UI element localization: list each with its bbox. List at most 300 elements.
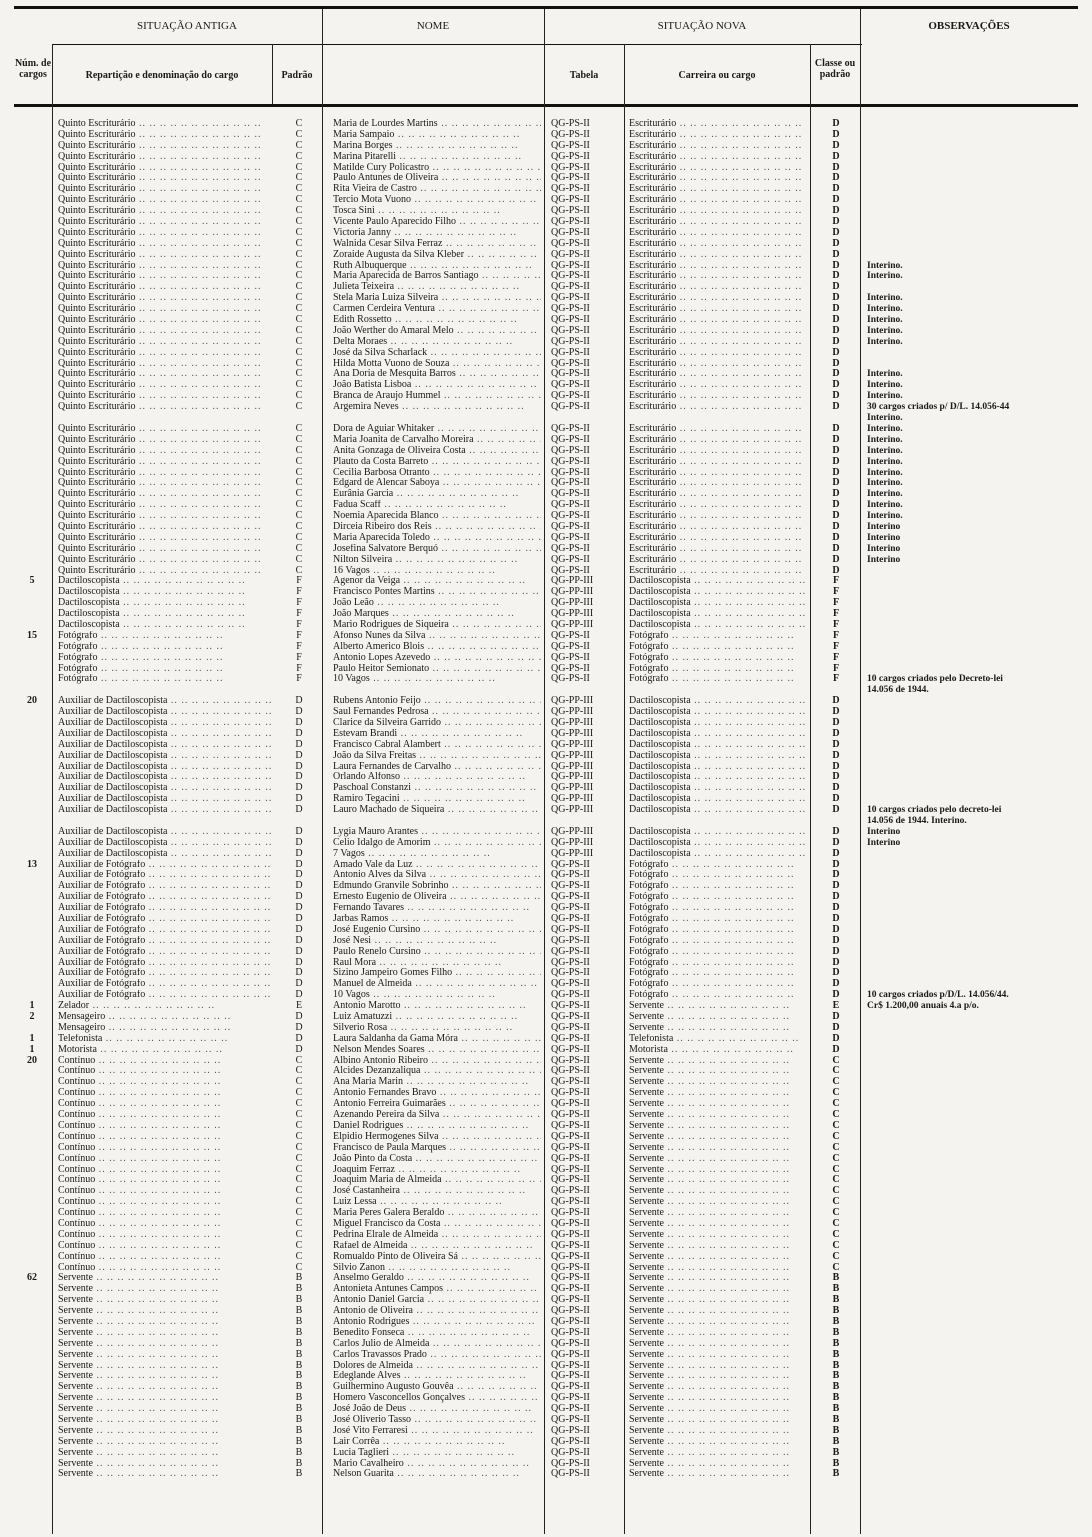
cell-tabela: QG-PS-II [551,554,590,565]
cell-reparticao: Contínuo .. .. [58,1143,276,1154]
cell-padrao: D [295,805,303,816]
cell-observacoes: Interino. [867,304,903,315]
cell-padrao: D [295,990,303,1001]
cell-classe: D [832,151,840,162]
cell-tabela: QG-PS-II [551,1458,590,1469]
cell-observacoes: 14.056 de 1944. Interino. [867,816,967,826]
cell-tabela: QG-PP-III [551,707,594,718]
table-row [0,163,1092,174]
cell-reparticao: Servente .. .. [58,1317,276,1328]
table-row [0,359,1092,370]
cell-tabela: QG-PS-II [551,325,590,336]
cell-classe: F [832,630,840,641]
cell-tabela: QG-PS-II [551,1360,590,1371]
cell-reparticao: Servente .. .. [58,1448,276,1459]
cell-tabela: QG-PS-II [551,478,590,489]
cell-num-cargos: 15 [27,630,37,641]
cell-reparticao: Quinto Escriturário .. .. [58,228,276,239]
cell-carreira: Escriturário .. .. [629,119,809,130]
cell-classe: C [832,1240,840,1251]
cell-nome: Cecilia Barbosa Otranto .. .. [333,468,541,479]
cell-padrao: B [295,1360,303,1371]
cell-tabela: QG-PS-II [551,1284,590,1295]
cell-reparticao: Contínuo .. .. [58,1263,276,1274]
cell-nome: Agenor da Veiga .. .. [333,576,541,587]
cell-reparticao: Auxiliar de Fotógrafo .. .. [58,914,276,925]
cell-classe: D [832,380,840,391]
cell-reparticao: Contínuo .. .. [58,1088,276,1099]
cell-tabela: QG-PP-III [551,619,594,630]
table-row [0,762,1092,773]
cell-carreira: Dactiloscopista .. .. [629,587,809,598]
cell-carreira: Servente .. .. [629,1404,809,1415]
cell-tabela: QG-PS-II [551,946,590,957]
cell-carreira: Dactiloscopista .. .. [629,849,809,860]
cell-classe: C [832,1208,840,1219]
cell-nome: Julieta Teixeira .. .. [333,282,541,293]
table-row [0,173,1092,184]
cell-reparticao: Contínuo .. .. [58,1066,276,1077]
cell-nome: Matilde Cury Policastro .. .. [333,163,541,174]
cell-reparticao: Quinto Escriturário .. .. [58,478,276,489]
table-row [0,685,1092,696]
cell-carreira: Escriturário .. .. [629,533,809,544]
cell-reparticao: Servente .. .. [58,1371,276,1382]
cell-nome: Antonio Daniel Garcia .. .. [333,1295,541,1306]
cell-nome: Ernesto Eugenio de Oliveira .. .. [333,892,541,903]
cell-padrao: F [296,663,302,674]
cell-observacoes: Interino. [867,293,903,304]
table-row [0,881,1092,892]
cell-reparticao: Quinto Escriturário .. .. [58,380,276,391]
cell-padrao: C [295,249,303,260]
cell-tabela: QG-PP-III [551,848,594,859]
cell-classe: D [832,805,840,816]
cell-classe: D [832,282,840,293]
cell-padrao: C [295,1088,303,1099]
cell-carreira: Escriturário .. .. [629,511,809,522]
cell-tabela: QG-PS-II [551,968,590,979]
table-row [0,794,1092,805]
cell-tabela: QG-PS-II [551,1349,590,1360]
cell-carreira: Servente .. .. [629,1165,809,1176]
cell-nome: José João de Deus .. .. [333,1404,541,1415]
cell-padrao: C [295,434,303,445]
cell-reparticao: Auxiliar de Dactiloscopista .. .. [58,718,276,729]
cell-carreira: Escriturário .. .. [629,555,809,566]
cell-tabela: QG-PS-II [551,260,590,271]
cell-reparticao: Quinto Escriturário .. .. [58,315,276,326]
cell-tabela: QG-PS-II [551,935,590,946]
cell-reparticao: Contínuo .. .. [58,1208,276,1219]
cell-tabela: QG-PS-II [551,380,590,391]
cell-carreira: Servente .. .. [629,1219,809,1230]
cell-nome: Maria Aparecida de Barros Santiago .. .. [333,271,541,282]
cell-nome: Zoraide Augusta da Silva Kleber .. .. [333,250,541,261]
cell-classe: B [832,1382,840,1393]
cell-padrao: C [295,554,303,565]
cell-observacoes: Interino. [867,325,903,336]
cell-observacoes: Interino. [867,369,903,380]
cell-padrao: C [295,1262,303,1273]
cell-carreira: Servente .. .. [629,1284,809,1295]
cell-nome: Antonio Fernandes Bravo .. .. [333,1088,541,1099]
table-row [0,228,1092,239]
cell-padrao: C [295,1251,303,1262]
cell-reparticao: Quinto Escriturário .. .. [58,271,276,282]
table-row [0,413,1092,424]
header-carreira: Carreira ou cargo [678,70,756,81]
cell-reparticao: Quinto Escriturário .. .. [58,141,276,152]
cell-classe: C [832,1153,840,1164]
cell-nome: Amado Vale da Luz .. .. [333,860,541,871]
cell-reparticao: Quinto Escriturário .. .. [58,489,276,500]
cell-carreira: Escriturário .. .. [629,315,809,326]
cell-tabela: QG-PS-II [551,1414,590,1425]
cell-padrao: E [295,1001,303,1012]
cell-reparticao: Mensageiro .. .. [58,1012,276,1023]
cell-classe: D [832,848,840,859]
cell-padrao: D [295,707,303,718]
table-row [0,903,1092,914]
table-row [0,827,1092,838]
table-row [0,729,1092,740]
cell-reparticao: Mensageiro .. .. [58,1023,276,1034]
cell-reparticao: Quinto Escriturário .. .. [58,173,276,184]
header-tabela: Tabela [569,70,599,81]
cell-carreira: Dactiloscopista .. .. [629,794,809,805]
cell-carreira: Dactiloscopista .. .. [629,707,809,718]
cell-nome: Elpidio Hermogenes Silva .. .. [333,1132,541,1143]
cell-padrao: F [296,641,302,652]
table-row [0,533,1092,544]
cell-tabela: QG-PS-II [551,1055,590,1066]
cell-nome: Maria Aparecida Toledo .. .. [333,533,541,544]
cell-tabela: QG-PS-II [551,304,590,315]
table-row [0,1415,1092,1426]
cell-padrao: C [295,1186,303,1197]
table-row [0,1045,1092,1056]
cell-reparticao: Auxiliar de Dactiloscopista .. .. [58,827,276,838]
table-row [0,206,1092,217]
cell-padrao: C [295,315,303,326]
table-row [0,1437,1092,1448]
cell-observacoes: 10 cargos criados p/D/L. 14.056/44. [867,990,1009,1001]
cell-nome: Fernando Tavares .. .. [333,903,541,914]
cell-reparticao: Dactiloscopista .. .. [58,587,276,598]
cell-classe: B [832,1316,840,1327]
cell-carreira: Servente .. .. [629,1143,809,1154]
cell-classe: D [832,325,840,336]
cell-tabela: QG-PS-II [551,423,590,434]
cell-tabela: QG-PS-II [551,227,590,238]
cell-padrao: B [295,1349,303,1360]
cell-reparticao: Auxiliar de Fotógrafo .. .. [58,979,276,990]
cell-carreira: Servente .. .. [629,1066,809,1077]
cell-carreira: Escriturário .. .. [629,141,809,152]
table-row [0,990,1092,1001]
cell-nome: Orlando Alfonso .. .. [333,772,541,783]
cell-reparticao: Auxiliar de Fotógrafo .. .. [58,870,276,881]
cell-tabela: QG-PS-II [551,402,590,413]
cell-nome: Francisco de Paula Marques .. .. [333,1143,541,1154]
cell-reparticao: Quinto Escriturário .. .. [58,555,276,566]
cell-tabela: QG-PS-II [551,1371,590,1382]
cell-classe: F [832,641,840,652]
cell-classe: D [832,892,840,903]
cell-padrao: D [295,750,303,761]
cell-padrao: B [295,1458,303,1469]
cell-reparticao: Dactiloscopista .. .. [58,609,276,620]
cell-classe: D [832,728,840,739]
header-classe: Classe ou padrão [814,58,856,80]
cell-carreira: Escriturário .. .. [629,566,809,577]
cell-nome: Branca de Araujo Hummel .. .. [333,391,541,402]
cell-carreira: Servente .. .. [629,1110,809,1121]
cell-tabela: QG-PP-III [551,576,594,587]
cell-classe: B [832,1349,840,1360]
cell-classe: B [832,1404,840,1415]
cell-padrao: D [295,881,303,892]
cell-nome: Antonio Alves da Silva .. .. [333,870,541,881]
cell-nome: Maria Sampaio .. .. [333,130,541,141]
cell-reparticao: Zelador .. .. [58,1001,276,1012]
cell-reparticao: Quinto Escriturário .. .. [58,250,276,261]
cell-classe: D [832,391,840,402]
cell-padrao: D [295,968,303,979]
table-row [0,239,1092,250]
cell-classe: D [832,293,840,304]
table-row [0,1469,1092,1480]
cell-padrao: C [295,151,303,162]
cell-padrao: C [295,1110,303,1121]
cell-classe: B [832,1393,840,1404]
cell-tabela: QG-PS-II [551,140,590,151]
table-row [0,544,1092,555]
table-row [0,424,1092,435]
table-row [0,849,1092,860]
table-row [0,968,1092,979]
cell-reparticao: Servente .. .. [58,1437,276,1448]
cell-reparticao: Auxiliar de Dactiloscopista .. .. [58,740,276,751]
cell-padrao: C [295,238,303,249]
cell-padrao: C [295,565,303,576]
table-row [0,435,1092,446]
cell-nome: Clarice da Silveira Garrido .. .. [333,718,541,729]
table-row [0,979,1092,990]
cell-nome: José Nesi .. .. [333,936,541,947]
cell-tabela: QG-PS-II [551,859,590,870]
header-num-cargos: Núm. de cargos [14,58,52,80]
cell-padrao: C [295,358,303,369]
cell-classe: C [832,1197,840,1208]
cell-tabela: QG-PS-II [551,1164,590,1175]
cell-nome: Saul Fernandes Pedrosa .. .. [333,707,541,718]
cell-nome: Fadua Scaff .. .. [333,500,541,511]
cell-reparticao: Auxiliar de Dactiloscopista .. .. [58,751,276,762]
table-row [0,870,1092,881]
cell-tabela: QG-PP-III [551,805,594,816]
cell-nome: Tosca Sini .. .. [333,206,541,217]
cell-classe: D [832,129,840,140]
table-row [0,718,1092,729]
cell-nome: 10 Vagos .. .. [333,990,541,1001]
cell-carreira: Servente .. .. [629,1154,809,1165]
cell-carreira: Escriturário .. .. [629,163,809,174]
cell-classe: D [832,532,840,543]
cell-classe: C [832,1229,840,1240]
cell-observacoes: Interino [867,837,901,848]
cell-carreira: Escriturário .. .. [629,478,809,489]
cell-tabela: QG-PS-II [551,630,590,641]
cell-tabela: QG-PS-II [551,195,590,206]
cell-carreira: Escriturário .. .. [629,457,809,468]
cell-padrao: D [295,859,303,870]
cell-carreira: Escriturário .. .. [629,337,809,348]
cell-nome: Dolores de Almeida .. .. [333,1361,541,1372]
cell-classe: D [832,783,840,794]
cell-classe: C [832,1164,840,1175]
cell-padrao: F [296,609,302,620]
cell-tabela: QG-PS-II [551,881,590,892]
cell-classe: C [832,1099,840,1110]
cell-observacoes: Interino. [867,456,903,467]
cell-nome: Rita Vieira de Castro .. .. [333,184,541,195]
cell-tabela: QG-PS-II [551,565,590,576]
cell-carreira: Servente .. .. [629,1175,809,1186]
cell-classe: D [832,227,840,238]
table-row [0,293,1092,304]
cell-nome: Maria de Lourdes Martins .. .. [333,119,541,130]
cell-carreira: Telefonista .. .. [629,1034,809,1045]
cell-reparticao: Quinto Escriturário .. .. [58,424,276,435]
cell-padrao: F [296,619,302,630]
cell-reparticao: Servente .. .. [58,1361,276,1372]
cell-padrao: C [295,260,303,271]
cell-carreira: Servente .. .. [629,1001,809,1012]
cell-classe: D [832,162,840,173]
table-row [0,1208,1092,1219]
cell-tabela: QG-PS-II [551,1131,590,1142]
cell-nome: Laura Fernandes de Carvalho .. .. [333,762,541,773]
cell-reparticao: Fotógrafo .. .. [58,631,276,642]
cell-padrao: F [296,630,302,641]
cell-observacoes: Interino. [867,434,903,445]
cell-nome: Silvio Zanon .. .. [333,1263,541,1274]
cell-tabela: QG-PS-II [551,870,590,881]
cell-carreira: Escriturário .. .. [629,544,809,555]
cell-reparticao: Quinto Escriturário .. .. [58,304,276,315]
cell-classe: D [832,347,840,358]
cell-classe: D [832,184,840,195]
table-row [0,1056,1092,1067]
cell-reparticao: Auxiliar de Fotógrafo .. .. [58,936,276,947]
cell-tabela: QG-PS-II [551,1120,590,1131]
cell-nome: João Batista Lisboa .. .. [333,380,541,391]
cell-observacoes: Interino. [867,413,903,424]
cell-reparticao: Quinto Escriturário .. .. [58,566,276,577]
cell-nome: Lucia Taglieri .. .. [333,1448,541,1459]
cell-num-cargos: 1 [29,1033,35,1044]
cell-padrao: B [295,1316,303,1327]
cell-reparticao: Quinto Escriturário .. .. [58,337,276,348]
cell-classe: D [832,707,840,718]
cell-padrao: C [295,445,303,456]
cell-carreira: Servente .. .. [629,1230,809,1241]
cell-classe: D [832,478,840,489]
cell-tabela: QG-PS-II [551,914,590,925]
cell-nome: Guilhermino Augusto Gouvêa .. .. [333,1382,541,1393]
cell-padrao: B [295,1338,303,1349]
cell-padrao: C [295,1208,303,1219]
table-row [0,1219,1092,1230]
cell-nome: Ana Doria de Mesquita Barros .. .. [333,369,541,380]
cell-classe: C [832,1131,840,1142]
cell-carreira: Fotógrafo .. .. [629,990,809,1001]
cell-classe: B [832,1447,840,1458]
cell-reparticao: Quinto Escriturário .. .. [58,206,276,217]
cell-reparticao: Auxiliar de Dactiloscopista .. .. [58,729,276,740]
cell-classe: D [832,870,840,881]
table-row [0,674,1092,685]
cell-padrao: D [295,696,303,707]
cell-num-cargos: 13 [27,859,37,870]
cell-carreira: Escriturário .. .. [629,359,809,370]
table-row [0,642,1092,653]
cell-reparticao: Auxiliar de Dactiloscopista .. .. [58,805,276,816]
cell-classe: F [832,652,840,663]
top-rule [14,6,1078,9]
cell-nome: Manuel de Almeida .. .. [333,979,541,990]
cell-padrao: C [295,271,303,282]
cell-carreira: Dactiloscopista .. .. [629,827,809,838]
table-row [0,468,1092,479]
cell-tabela: QG-PP-III [551,717,594,728]
cell-padrao: C [295,1066,303,1077]
cell-classe: D [832,739,840,750]
cell-nome: Anita Gonzaga de Oliveira Costa .. .. [333,446,541,457]
cell-nome: Romualdo Pinto de Oliveira Sá .. .. [333,1252,541,1263]
table-row [0,1241,1092,1252]
cell-tabela: QG-PS-II [551,369,590,380]
cell-num-cargos: 20 [27,1055,37,1066]
cell-carreira: Servente .. .. [629,1077,809,1088]
cell-carreira: Servente .. .. [629,1132,809,1143]
cell-nome: Joaquim Ferraz .. .. [333,1165,541,1176]
table-row [0,184,1092,195]
cell-tabela: QG-PS-II [551,151,590,162]
cell-carreira: Dactiloscopista .. .. [629,740,809,751]
cell-nome: Nelson Mendes Soares .. .. [333,1045,541,1056]
cell-tabela: QG-PP-III [551,761,594,772]
table-row [0,130,1092,141]
table-row [0,315,1092,326]
cell-carreira: Servente .. .. [629,1415,809,1426]
cell-reparticao: Quinto Escriturário .. .. [58,402,276,413]
cell-tabela: QG-PS-II [551,892,590,903]
cell-nome: José da Silva Scharlack .. .. [333,348,541,359]
cell-classe: D [832,990,840,1001]
cell-padrao: D [295,728,303,739]
table-row [0,446,1092,457]
table-row [0,1371,1092,1382]
cell-carreira: Fotógrafo .. .. [629,936,809,947]
cell-nome: Lair Corrêa .. .. [333,1437,541,1448]
cell-carreira: Escriturário .. .. [629,239,809,250]
cell-carreira: Servente .. .. [629,1317,809,1328]
cell-tabela: QG-PP-III [551,696,594,707]
cell-classe: D [832,445,840,456]
